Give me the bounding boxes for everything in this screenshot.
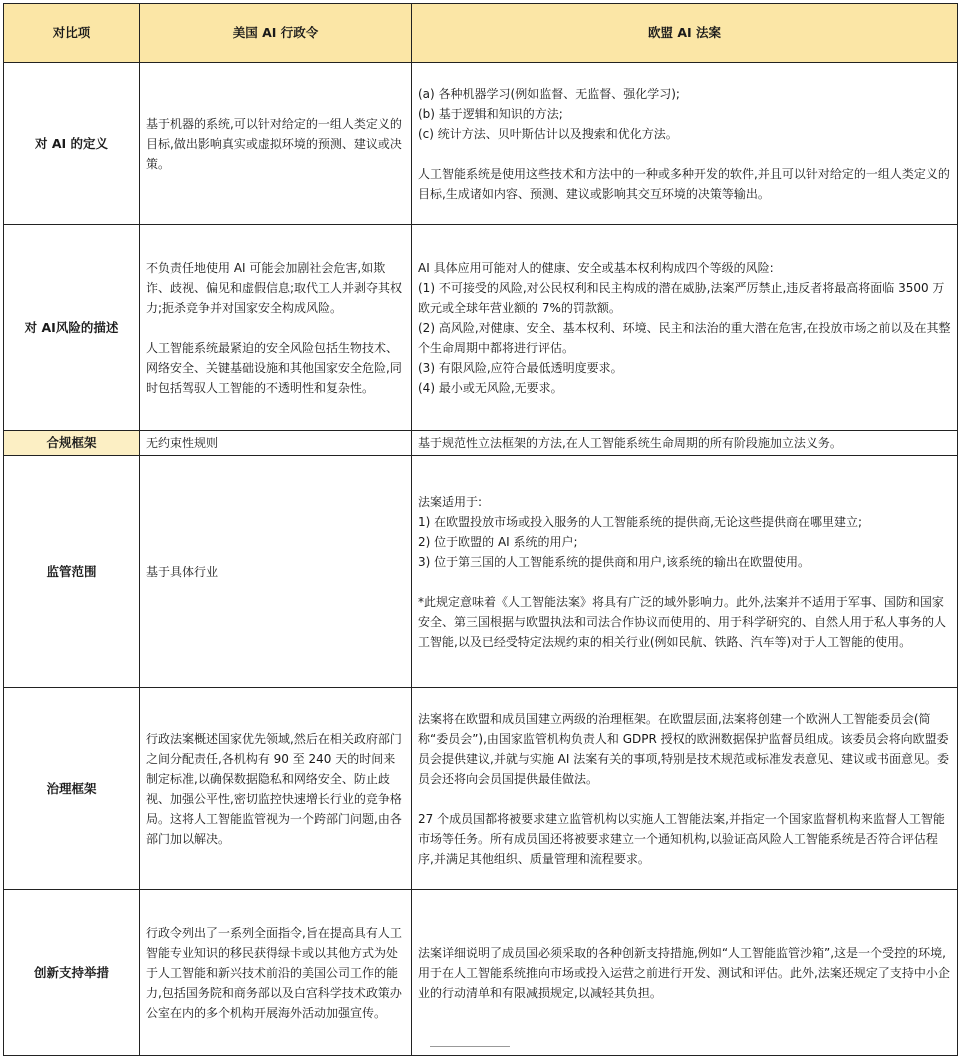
eu-paragraph: 法案将在欧盟和成员国建立两级的治理框架。在欧盟层面,法案将创建一个欧洲人工智能委员会(简称“委员会”),由国家监管机构负责人和 GDPR 授权的欧洲数据保护监督员组成。该委员会将向欧盟委员会提供建议,并就与实施 AI 法案有关的事项,特别是技术规范或标准发表意见、建议或书面意见。委员会还将向会员国提供最佳做法。 (418, 711, 950, 786)
eu-cell (412, 890, 958, 1056)
eu-paragraph: 人工智能系统是使用这些技术和方法中的一种或多种开发的软件,并且可以针对给定的一组人类定义的目标,生成诸如内容、预测、建议或影响其交互环境的决策等输出。 (418, 166, 950, 201)
eu-paragraph (418, 572, 951, 592)
table-body (4, 63, 958, 1056)
row-label: 监管范围 (4, 456, 140, 688)
eu-cell (412, 225, 958, 431)
eu-paragraph: (2) 高风险,对健康、安全、基本权利、环境、民主和法治的重大潜在危害,在投放市场之前以及在其整个生命周期中都将进行评估。 (418, 320, 951, 355)
header-eu-ai-act: 欧盟 AI 法案 (412, 4, 958, 63)
header-us-ai-order: 美国 AI 行政令 (140, 4, 412, 63)
eu-paragraph: 3) 位于第三国的人工智能系统的提供商和用户,该系统的输出在欧盟使用。 (418, 554, 810, 569)
us-paragraph: 基于具体行业 (146, 564, 219, 579)
us-paragraph: 无约束性规则 (146, 436, 219, 450)
eu-paragraph: 27 个成员国都将被要求建立监管机构以实施人工智能法案,并指定一个国家监督机构来监督人工智能市场等任务。所有成员国还将被要求建立一个通知机构,以验证高风险人工智能系统是否符合评估程序,并满足其他组织、质量管理和流程要求。 (418, 811, 945, 866)
comparison-table (3, 3, 958, 1056)
us-cell (140, 890, 412, 1056)
eu-paragraph: *此规定意味着《人工智能法案》将具有广泛的域外影响力。此外,法案并不适用于军事、国防和国家安全、第三国根据与欧盟执法和司法合作协议而使用的、用于科学研究的、自然人用于私人事务的人工智能,以及已经受特定法规约束的相关行业(例如民航、铁路、汽车等)对于人工智能的使用。 (418, 594, 947, 649)
eu-paragraph: (c) 统计方法、贝叶斯估计以及搜索和优化方法。 (418, 126, 678, 141)
eu-paragraph: 基于规范性立法框架的方法,在人工智能系统生命周期的所有阶段施加立法义务。 (418, 436, 842, 450)
table-row (4, 431, 958, 456)
us-paragraph: 基于机器的系统,可以针对给定的一组人类定义的目标,做出影响真实或虚拟环境的预测、建议或决策。 (146, 116, 402, 171)
row-label: 治理框架 (4, 688, 140, 890)
us-paragraph: 行政法案概述国家优先领域,然后在相关政府部门之间分配责任,各机构有 90 至 240 天的时间来制定标准,以确保数据隐私和网络安全、防止歧视、加强公平性,密切监控快速增长行业的竞争格局。这将人工智能监管视为一个跨部门问题,由各部门加以解决。 (146, 731, 402, 846)
row-label: 对 AI风险的描述 (4, 225, 140, 431)
eu-paragraph: (3) 有限风险,应符合最低透明度要求。 (418, 360, 623, 375)
eu-paragraph (418, 144, 951, 164)
eu-paragraph: 法案详细说明了成员国必须采取的各种创新支持措施,例如“人工智能监管沙箱”,这是一个受控的环境,用于在人工智能系统推向市场或投入运营之前进行开发、测试和评估。此外,法案还规定了支持中小企业的行动清单和有限减损规定,以减轻其负担。 (418, 945, 950, 1000)
us-cell (140, 225, 412, 431)
us-paragraph (146, 318, 405, 338)
row-label: 对 AI 的定义 (4, 63, 140, 225)
eu-paragraph: (b) 基于逻辑和知识的方法; (418, 106, 563, 121)
us-cell (140, 63, 412, 225)
eu-paragraph (418, 789, 951, 809)
row-label: 创新支持举措 (4, 890, 140, 1056)
eu-cell (412, 63, 958, 225)
table-row (4, 890, 958, 1056)
eu-paragraph: 法案适用于: (418, 494, 483, 509)
us-paragraph: 人工智能系统最紧迫的安全风险包括生物技术、网络安全、关键基础设施和其他国家安全危险,同时包括驾驭人工智能的不透明性和复杂性。 (146, 340, 402, 395)
us-cell (140, 456, 412, 688)
eu-cell (412, 456, 958, 688)
us-paragraph: 行政令列出了一系列全面指令,旨在提高具有人工智能专业知识的移民获得绿卡或以其他方式为处于人工智能和新兴技术前沿的美国公司工作的能力,包括国务院和商务部以及白宫科学技术政策办公室在内的多个机构开展海外活动加强宣传。 (146, 925, 402, 1020)
eu-paragraph: 2) 位于欧盟的 AI 系统的用户; (418, 534, 578, 549)
us-cell (140, 431, 412, 456)
eu-paragraph: (1) 不可接受的风险,对公民权利和民主构成的潜在威胁,法案严厉禁止,违反者将最高将面临 3500 万欧元或全球年营业额的 7%的罚款额。 (418, 280, 945, 315)
eu-paragraph: AI 具体应用可能对人的健康、安全或基本权利构成四个等级的风险: (418, 260, 774, 275)
header-row (4, 4, 958, 63)
table-row (4, 63, 958, 225)
us-cell (140, 688, 412, 890)
eu-cell (412, 431, 958, 456)
eu-paragraph: 1) 在欧盟投放市场或投入服务的人工智能系统的提供商,无论这些提供商在哪里建立; (418, 514, 862, 529)
table-row (4, 225, 958, 431)
table-row (4, 456, 958, 688)
table-row (4, 688, 958, 890)
bottom-divider (430, 1046, 510, 1047)
header-compare-item: 对比项 (4, 4, 140, 63)
us-paragraph: 不负责任地使用 AI 可能会加剧社会危害,如欺诈、歧视、偏见和虚假信息;取代工人并剥夺其权力;扼杀竞争并对国家安全构成风险。 (146, 260, 403, 315)
eu-paragraph: (a) 各种机器学习(例如监督、无监督、强化学习); (418, 86, 680, 101)
eu-cell (412, 688, 958, 890)
eu-paragraph: (4) 最小或无风险,无要求。 (418, 380, 563, 395)
row-label: 合规框架 (4, 431, 140, 456)
